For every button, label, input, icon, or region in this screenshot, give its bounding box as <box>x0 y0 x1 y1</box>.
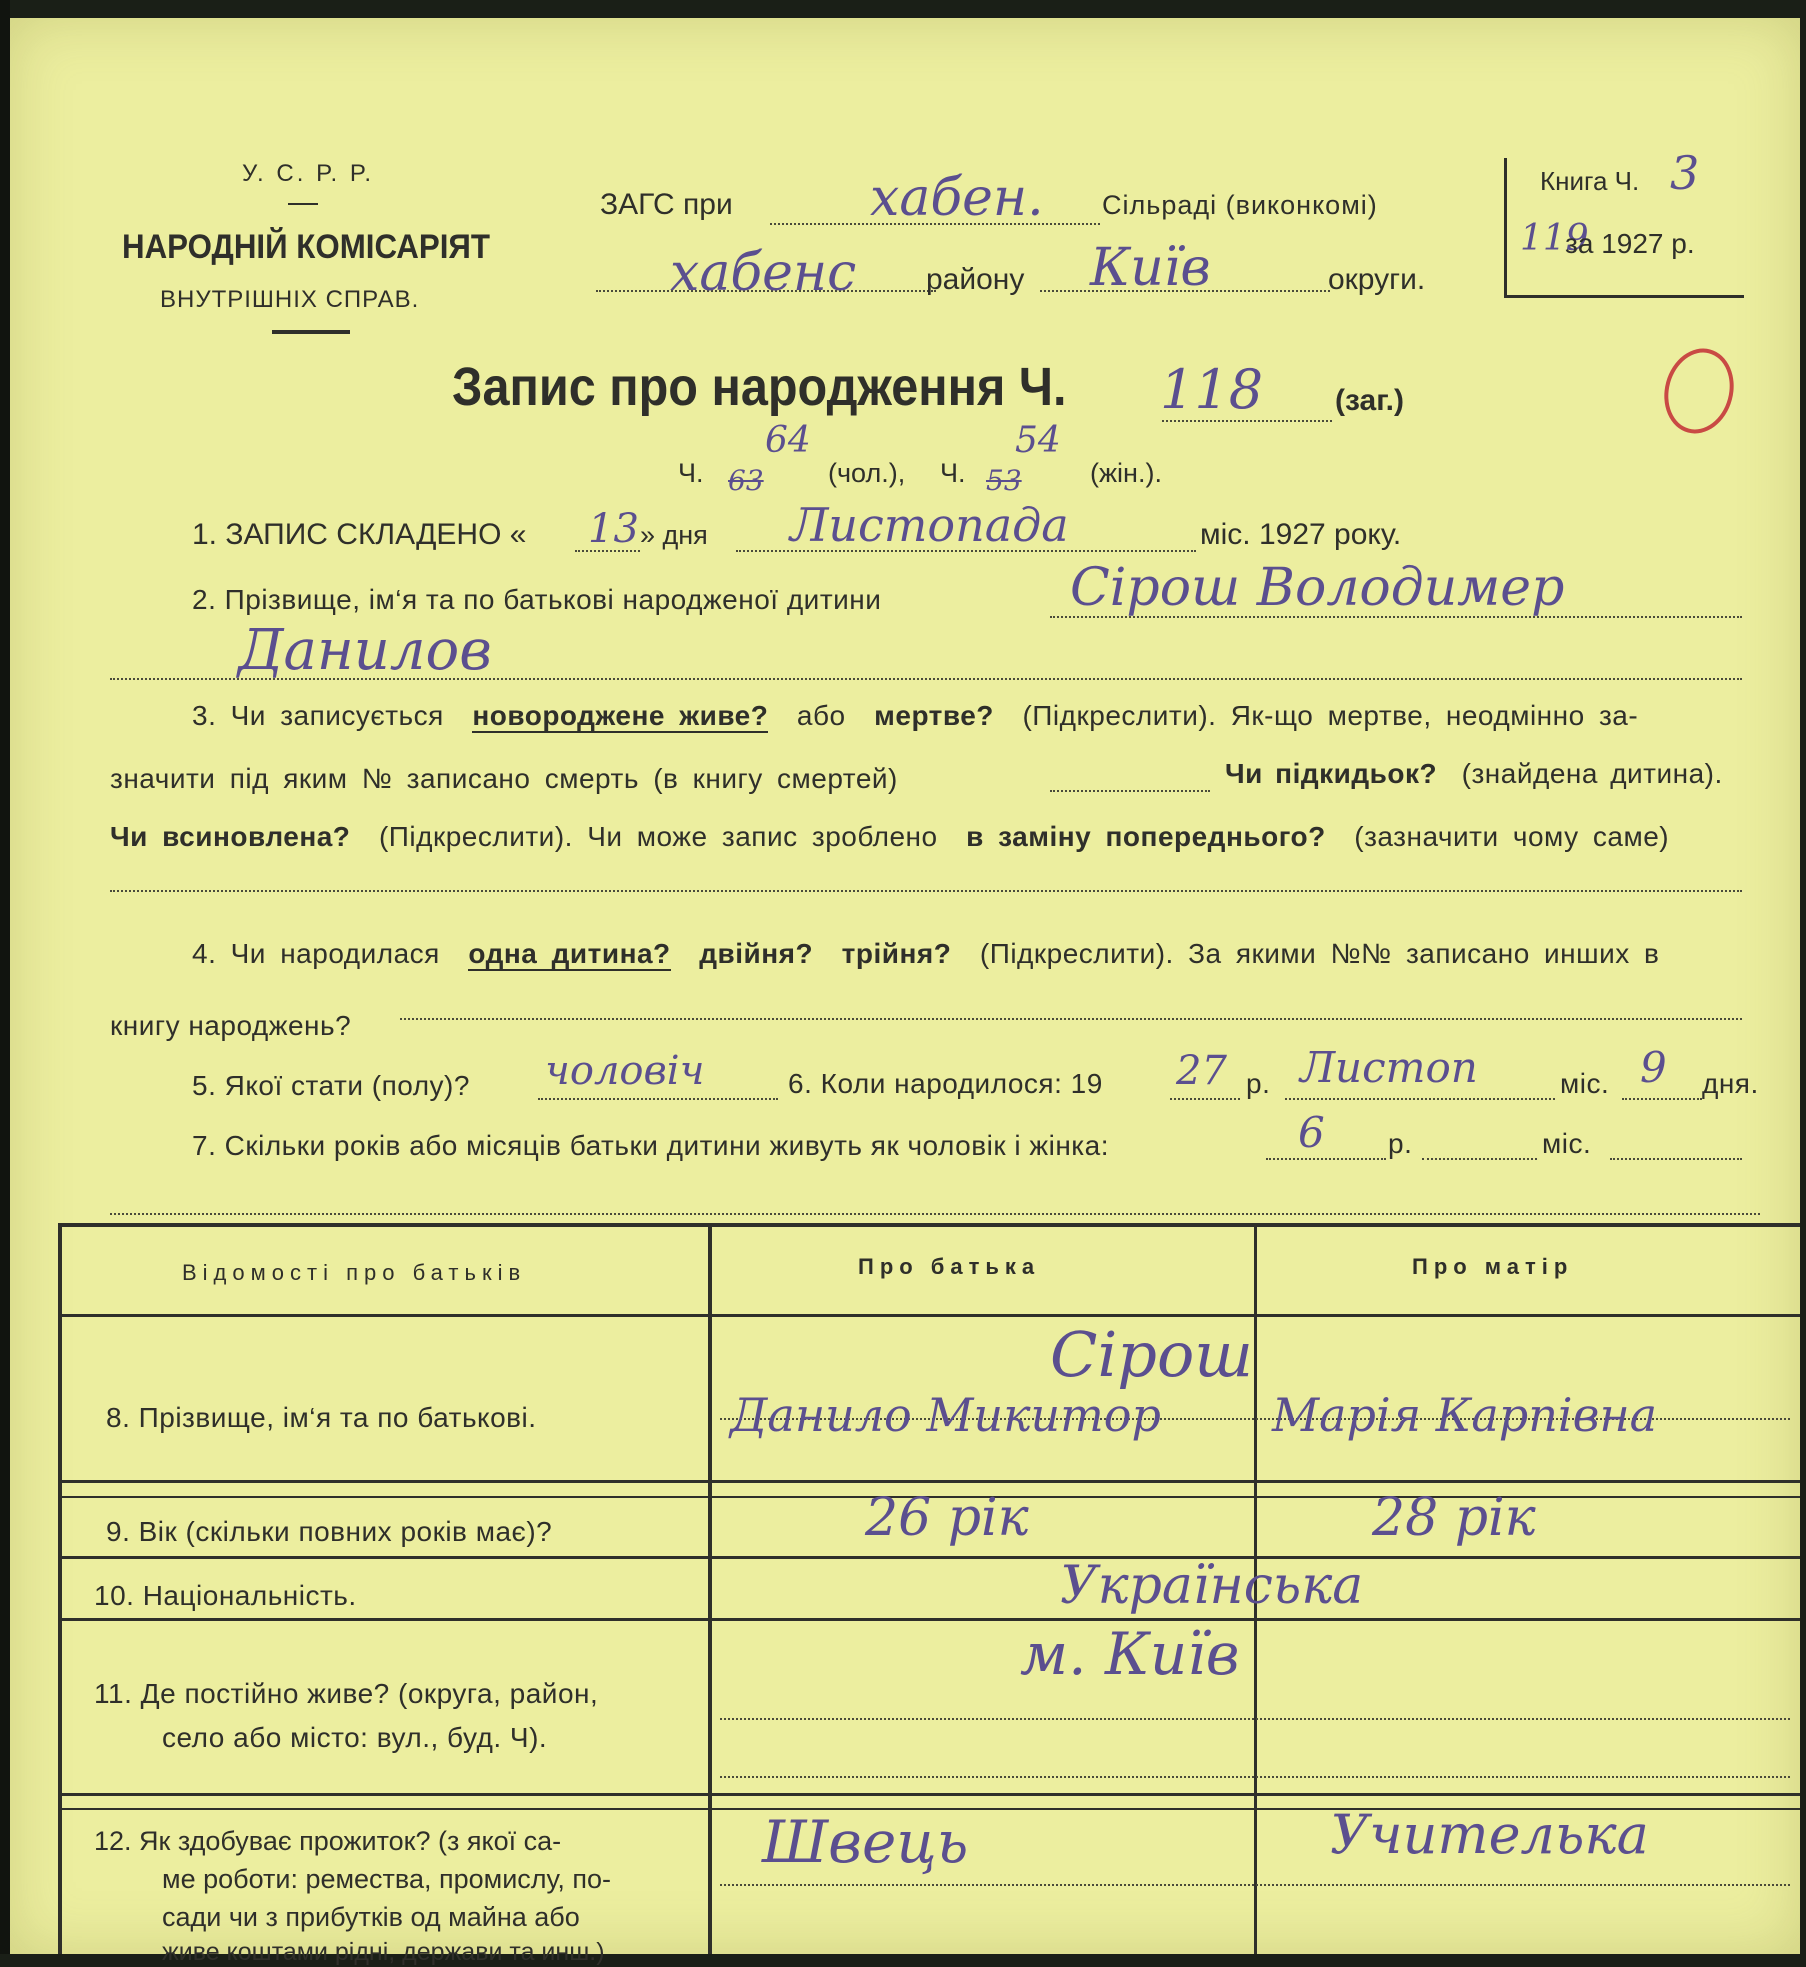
male-value: 64 <box>765 420 811 461</box>
item7-label: 7. Скільки років або місяців батьки дитини живуть як чоловік і жінка: <box>192 1130 1109 1161</box>
child-name-b: Данилов <box>238 618 492 683</box>
row11-label-b: село або місто: вул., буд. Ч). <box>162 1722 548 1753</box>
item5-label: 5. Якої стати (полу)? <box>192 1070 470 1101</box>
father-age: 26 рік <box>865 1488 1029 1548</box>
male-prefix: Ч. <box>678 458 704 488</box>
binding-edge <box>0 0 10 1954</box>
book-box-bottom <box>1504 295 1744 298</box>
item6-day-line <box>1622 1098 1702 1100</box>
book-value: 3 <box>1670 146 1700 200</box>
item6-month-line <box>1285 1098 1555 1100</box>
item4-line2: книгу народжень? <box>110 1010 352 1041</box>
item4-text: 4. Чи народилася <box>192 938 440 969</box>
row12-dots <box>720 1884 1790 1886</box>
item3-line3 <box>110 821 1669 853</box>
item7-months-line <box>1422 1158 1537 1160</box>
table-left-border <box>58 1223 62 1954</box>
ministry-sub: ВНУТРІШНІХ СПРАВ. <box>160 286 420 313</box>
item3-line4 <box>110 890 1742 892</box>
book-margin-number: 119 <box>1520 218 1589 259</box>
raion-label: району <box>926 263 1025 296</box>
record-number: 118 <box>1160 358 1264 421</box>
child-name-a: Сірош Володимер <box>1070 558 1565 618</box>
pre-table-line <box>110 1213 1760 1215</box>
raion-value: хабенс <box>670 243 857 303</box>
sex-value: чоловіч <box>545 1048 705 1094</box>
item4-line1 <box>192 938 1659 970</box>
death-number-line <box>1050 790 1210 792</box>
mother-name: Марія Карпівна <box>1272 1388 1658 1442</box>
option-single: одна дитина? <box>468 938 671 969</box>
row9-label: 9. Вік (скільки повних років має)? <box>106 1516 553 1547</box>
item5-line <box>538 1098 778 1100</box>
item6-mis: міс. <box>1560 1068 1610 1099</box>
item1-day: 13 <box>588 506 639 552</box>
item1-month: Листопада <box>790 498 1069 552</box>
item1-mid: » дня <box>640 520 708 550</box>
mother-occupation: Учителька <box>1330 1803 1649 1866</box>
birth-record-form <box>10 18 1800 1966</box>
item3-text: 3. Чи записується <box>192 700 444 731</box>
item7-r: р. <box>1388 1128 1413 1159</box>
option-dead: мертве? <box>874 700 994 731</box>
item3-line2b <box>1225 758 1723 790</box>
col-header-father: Про батька <box>858 1254 1041 1279</box>
divider <box>288 203 318 205</box>
male-label: (чол.), <box>828 458 906 488</box>
row12-label-b: ме роботи: ремества, промислу, по- <box>162 1864 611 1894</box>
parents-surname: Сірош <box>1050 1318 1254 1391</box>
option-replacement: в заміну попереднього? <box>966 821 1326 852</box>
row11-label-a: 11. Де постійно живе? (округа, район, <box>94 1678 599 1709</box>
table-header-bottom <box>58 1314 1800 1317</box>
okruga-label: округи. <box>1328 263 1426 296</box>
red-check-mark <box>1655 341 1743 442</box>
divider <box>272 330 350 334</box>
table-col-divider-1 <box>708 1223 712 1954</box>
col-header-mother: Про матір <box>1412 1254 1574 1279</box>
item3-or: або <box>796 700 846 731</box>
female-struck: 53 <box>986 464 1022 497</box>
birth-day: 9 <box>1640 1043 1667 1092</box>
book-label: Книга Ч. <box>1540 166 1640 196</box>
item3-text: (знайдена дитина). <box>1461 758 1723 789</box>
row8-label: 8. Прізвище, ім‘я та по батькові. <box>106 1402 537 1433</box>
row12-label-c: сади чи з прибутків од майна або <box>162 1902 580 1932</box>
col-header-info: Відомості про батьків <box>182 1260 527 1285</box>
father-name: Данило Микитор <box>730 1388 1161 1442</box>
option-twins: двійня? <box>699 938 814 969</box>
item2-label: 2. Прізвище, ім‘я та по батькові народженої дитини <box>192 584 882 615</box>
row11-bottom <box>58 1793 1800 1796</box>
birth-year: 27 <box>1176 1048 1227 1094</box>
item4-answer-line <box>400 1018 1742 1020</box>
residence: м. Київ <box>1020 1620 1240 1688</box>
row12-label-d: живе коштами рідні, держави та инш.) <box>162 1938 605 1966</box>
item7-tail-line <box>1610 1158 1742 1160</box>
item3-text: значити під яким № записано смерть (в книгу смертей) <box>110 763 898 794</box>
item3-text: (Підкреслити). Як-що мертве, неодмінно за- <box>1022 700 1639 731</box>
marriage-years: 6 <box>1298 1108 1325 1157</box>
row11-dots-1 <box>720 1718 1790 1720</box>
row11-dots-2 <box>720 1776 1790 1778</box>
record-suffix: (заг.) <box>1335 384 1405 417</box>
row10-bottom <box>58 1618 1800 1621</box>
option-triplets: трійня? <box>841 938 952 969</box>
item1-prefix: 1. ЗАПИС СКЛАДЕНО « <box>192 518 527 551</box>
nationality: Українська <box>1060 1556 1364 1616</box>
zags-value: хабен. <box>870 168 1044 228</box>
okruga-value: Київ <box>1090 238 1211 298</box>
female-value: 54 <box>1015 420 1061 461</box>
item3-text: (зазначити чому саме) <box>1354 821 1670 852</box>
item7-mis: міс. <box>1542 1128 1592 1159</box>
record-title: Запис про народження Ч. <box>452 357 1067 417</box>
item6-r: р. <box>1246 1068 1271 1099</box>
birth-month: Листоп <box>1300 1043 1478 1092</box>
male-struck: 63 <box>728 464 764 497</box>
item7-years-line <box>1266 1158 1386 1160</box>
row8-bottom <box>58 1480 1800 1483</box>
mother-age: 28 рік <box>1372 1488 1536 1548</box>
item3-line1 <box>192 700 1638 732</box>
female-prefix: Ч. <box>940 458 966 488</box>
row12-label-a: 12. Як здобуває прожиток? (з якої са- <box>94 1826 562 1856</box>
item3-line2 <box>110 763 898 795</box>
ministry-name: НАРОДНІЙ КОМІСАРІЯТ <box>122 228 490 266</box>
item6-year-line <box>1170 1098 1240 1100</box>
row9-bottom <box>58 1556 1800 1559</box>
item3-text: (Підкреслити). Чи може запис зроблено <box>378 821 938 852</box>
state-abbrev: У. С. Р. Р. <box>242 160 375 187</box>
option-adopted: Чи всиновлена? <box>110 821 351 852</box>
item4-text: (Підкреслити). За якими №№ записано инших в <box>979 938 1660 969</box>
table-top-border <box>58 1223 1800 1227</box>
year-label: за 1927 р. <box>1565 228 1695 259</box>
item6-label: 6. Коли народилося: 19 <box>788 1068 1103 1099</box>
selradi-label: Сільраді (виконкомі) <box>1102 190 1378 220</box>
zags-prefix: ЗАГС при <box>600 188 733 221</box>
row10-label: 10. Національність. <box>94 1580 357 1611</box>
father-occupation: Швець <box>762 1808 969 1876</box>
item1-suffix: міс. 1927 року. <box>1200 518 1402 551</box>
female-label: (жін.). <box>1090 458 1162 488</box>
book-box-left <box>1504 158 1507 298</box>
option-foundling: Чи підкидьок? <box>1225 758 1438 789</box>
item6-dnya: дня. <box>1702 1068 1759 1099</box>
option-alive: новороджене живе? <box>472 700 769 731</box>
